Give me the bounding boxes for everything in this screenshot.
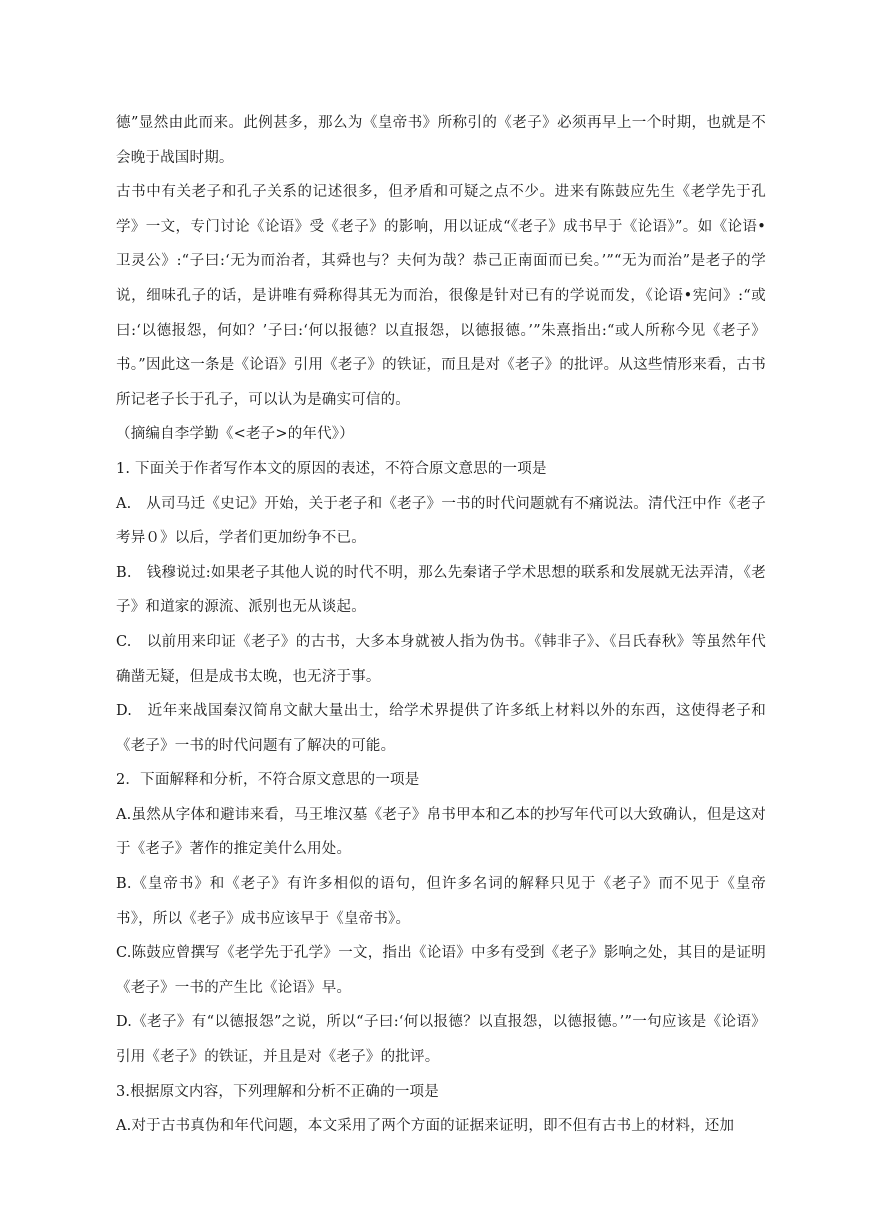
source-citation: （摘编自李学勤《<老子>的年代》） bbox=[116, 426, 354, 443]
paragraph-continuation: 德”显然由此而来。此例甚多，那么为《皇帝书》所称引的《老子》必须再早上一个时期，也就是不会晚于战国时期。 bbox=[116, 115, 766, 166]
paragraph-laozi-confucius: 古书中有关老子和孔子关系的记述很多，但矛盾和可疑之点不少。进来有陈鼓应先生《老学先于孔学》一文，专门讨论《论语》受《老子》的影响，用以证成“《老子》成书早于《论语》”。如《论语•卫灵公》:“子曰:‘无为而治者，其舜也与？夫何为哉？恭己正南面而已矣。’”“无为而治”是老子的学说，细味孔子的话，是讲唯有舜称得其无为而治，很像是针对已有的学说而发，《论语•宪问》:“或曰:‘以德报怨，何如？’子曰:‘何以报德？以直报怨，以德报德。’”朱熹指出:“或人所称今见《老子》书。”因此这一条是《论语》引用《老子》的铁证，而且是对《老子》的批评。从这些情形来看，古书所记老子长于孔子，可以认为是确实可信的。 bbox=[116, 184, 766, 408]
question-3-option-a: A.对于古书真伪和年代问题，本文采用了两个方面的证据来证明，即不但有古书上的材料，还加 bbox=[116, 1118, 735, 1135]
question-2-option-d: D.《老子》有“以德报怨”之说，所以“子曰:‘何以报德？以直报怨，以德报德。’”一句应该是《论语》引用《老子》的铁证，并且是对《老子》的批评。 bbox=[116, 1014, 766, 1066]
question-2-option-c: C.陈鼓应曾撰写《老学先于孔学》一文，指出《论语》中多有受到《老子》影响之处，其目的是证明《老子》一书的产生比《论语》早。 bbox=[116, 945, 766, 996]
question-1-option-a: A. 从司马迁《史记》开始，关于老子和《老子》一书的时代问题就有不痛说法。清代汪中作《老子考异０》以后，学者们更加纷争不已。 bbox=[116, 495, 766, 547]
question-2-option-b: B.《皇帝书》和《老子》有许多相似的语句，但许多名词的解释只见于《老子》而不见于《皇帝书》，所以《老子》成书应该早于《皇帝书》。 bbox=[116, 876, 766, 927]
question-2-option-a: A.虽然从字体和避讳来看，马王堆汉墓《老子》帛书甲本和乙本的抄写年代可以大致确认，但是这对于《老子》著作的推定美什么用处。 bbox=[116, 806, 766, 858]
document-body bbox=[116, 106, 766, 1144]
question-3-stem: 3.根据原文内容，下列理解和分析不正确的一项是 bbox=[116, 1083, 439, 1100]
question-2-stem: 2．下面解释和分析，不符合原文意思的一项是 bbox=[116, 772, 420, 789]
question-1-stem: 1. 下面关于作者写作本文的原因的表述，不符合原文意思的一项是 bbox=[116, 460, 547, 477]
question-1-option-b: B. 钱穆说过:如果老子其他人说的时代不明，那么先秦诸子学术思想的联系和发展就无法弄清，《老子》和道家的源流、派别也无从谈起。 bbox=[116, 564, 766, 616]
question-1-option-c: C. 以前用来印证《老子》的古书，大多本身就被人指为伪书。《韩非子》、《吕氏春秋》等虽然年代确凿无疑，但是成书太晚，也无济于事。 bbox=[116, 633, 766, 685]
question-1-option-d: D. 近年来战国秦汉简帛文献大量出士，给学术界提供了许多纸上材料以外的东西，这使得老子和《老子》一书的时代问题有了解决的可能。 bbox=[116, 703, 766, 754]
